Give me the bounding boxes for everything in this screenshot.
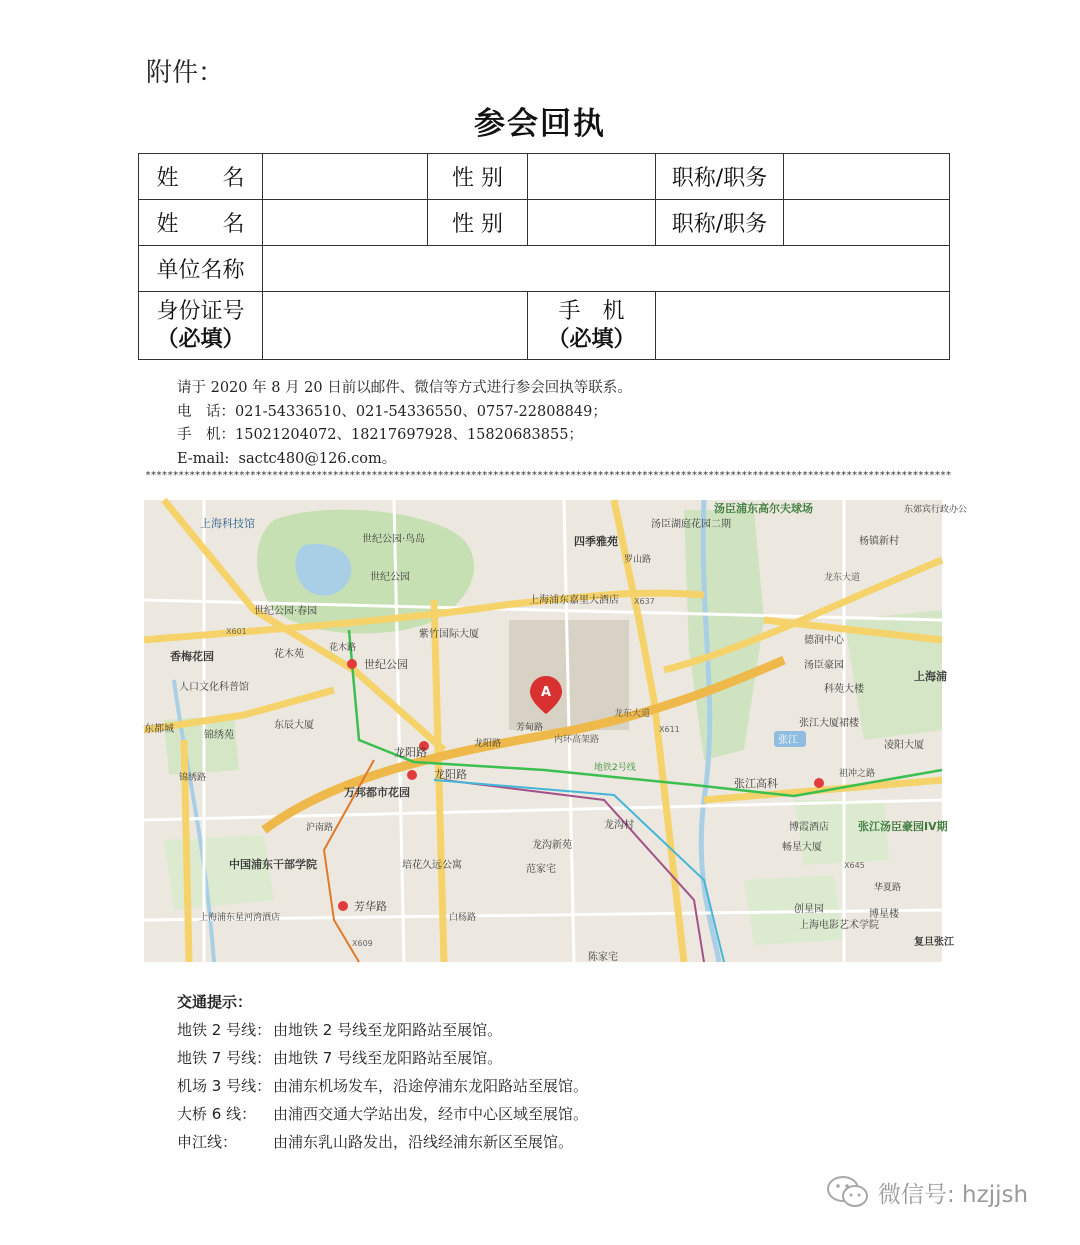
map-label: 杨镇新村: [859, 536, 899, 547]
map-label: 上海浦: [914, 670, 947, 683]
wechat-icon: [826, 1175, 870, 1209]
map-label: 香梅花园: [170, 650, 214, 663]
registration-form-table: [138, 153, 950, 360]
map-label: 博霞酒店: [789, 822, 829, 833]
map-label: 张江高科: [734, 777, 778, 790]
id-label-cell: [139, 292, 263, 360]
map-label: 龙东大道: [614, 709, 651, 719]
transport-line: 地铁 7 号线：: [177, 1049, 272, 1067]
map-label: 中国浦东干部学院: [229, 858, 317, 871]
map-label: 上海电影艺术学院: [799, 920, 879, 931]
map-label: X611: [659, 725, 680, 734]
map-label: 世纪公园·春园: [254, 606, 318, 617]
map-label: 科苑大楼: [824, 684, 864, 695]
mobile-label-cell: [528, 292, 656, 360]
map-label: 凌阳大厦: [884, 740, 924, 751]
title-input-1[interactable]: [784, 154, 950, 200]
map-label: 上海浦东星河湾酒店: [199, 913, 281, 923]
title-label-1: 职称/职务: [656, 154, 784, 200]
transport-desc: 由浦西交通大学站出发，经市中心区域至展馆。: [273, 1105, 589, 1123]
map-label: 上海科技馆: [200, 517, 255, 530]
map-label: 世纪公园: [364, 658, 408, 671]
gender-label-2: 性 别: [428, 200, 528, 246]
map-label: 花木路: [329, 643, 357, 653]
phone-note: 电 话：021-54336510、021-54336550、0757-22808849；: [177, 403, 607, 420]
title-input-2[interactable]: [784, 200, 950, 246]
name-input-1[interactable]: [263, 154, 428, 200]
gender-input-2[interactable]: [528, 200, 656, 246]
map-label: 白杨路: [449, 913, 477, 923]
name-label-1: 姓 名: [139, 154, 263, 200]
mobile-required-note: （必填）: [547, 326, 636, 352]
watermark-text: 微信号: hzjjsh: [878, 1181, 1029, 1208]
transport-heading: 交通提示：: [177, 993, 253, 1011]
map-label: 龙阳路: [474, 739, 502, 749]
map-label: 张江汤臣豪园IV期: [858, 820, 948, 833]
transport-line: 大桥 6 线：: [177, 1105, 257, 1123]
deadline-note: 请于 2020 年 8 月 20 日前以邮件、微信等方式进行参会回执等联系。: [177, 380, 632, 396]
map-label: 复旦张江: [914, 937, 954, 948]
page-title: 参会回执: [474, 106, 606, 142]
map-label: 东辰大厦: [274, 720, 314, 731]
map-label: 汤臣湖庭花园二期: [651, 519, 731, 530]
map-label: 东郊宾行政办公: [904, 505, 968, 515]
map-label: X637: [634, 597, 655, 606]
name-label-2: 姓 名: [139, 200, 263, 246]
map-label: 张江大厦裙楼: [799, 718, 859, 729]
marker-letter: A: [540, 685, 552, 700]
transport-line: 机场 3 号线：: [177, 1077, 272, 1095]
map-label: X601: [226, 627, 247, 636]
gender-input-1[interactable]: [528, 154, 656, 200]
map-label: 锦绣苑: [204, 730, 234, 741]
map-label: 培花久远公寓: [402, 860, 462, 871]
map-label: 世纪公园·鸟岛: [362, 534, 426, 545]
map-label: X645: [844, 861, 865, 870]
contact-notes: [177, 377, 632, 471]
transport-desc: 由地铁 7 号线至龙阳路站至展馆。: [273, 1049, 503, 1067]
map-label: 花木苑: [274, 649, 304, 660]
map-label: 陈家宅: [588, 952, 618, 963]
map-label: 罗山路: [624, 555, 652, 565]
map-label: 汤臣豪园: [804, 660, 844, 671]
map-label: 范家宅: [526, 864, 556, 875]
id-input[interactable]: [263, 292, 528, 360]
transport-item: [177, 1128, 588, 1156]
map-label: 博星楼: [869, 909, 899, 920]
map-label: 华夏路: [874, 883, 902, 893]
transport-line: 申江线：: [177, 1133, 238, 1151]
separator-line: **************************************************************************************************************************************************: [145, 470, 951, 481]
map-label: 锦绣路: [179, 773, 207, 783]
map-label: 汤臣浦东高尔夫球场: [714, 502, 813, 515]
map-label: 祖冲之路: [839, 769, 876, 779]
attachment-label: 附件：: [146, 58, 225, 88]
map-label: 沪南路: [306, 823, 334, 833]
map-label: 芳甸路: [516, 723, 544, 733]
map-label: 地铁2号线: [594, 763, 636, 773]
map-label: 四季雅苑: [574, 535, 618, 548]
map-label: 创星园: [794, 904, 824, 915]
id-required-note: （必填）: [156, 326, 245, 352]
name-input-2[interactable]: [263, 200, 428, 246]
transport-tips: [177, 988, 588, 1156]
map-label: 龙沟村: [604, 820, 634, 831]
map-label: 龙阳路: [394, 746, 427, 759]
transport-item: [177, 1016, 588, 1044]
mobile-input[interactable]: [656, 292, 950, 360]
transport-item: [177, 1044, 588, 1072]
org-input[interactable]: [263, 246, 950, 292]
title-label-2: 职称/职务: [656, 200, 784, 246]
org-label: 单位名称: [139, 246, 263, 292]
email-note: E-mail: sactc480@126.com。: [177, 450, 397, 467]
map-label: 龙沟新苑: [532, 840, 572, 851]
map-label: 万邦都市花园: [344, 786, 410, 799]
map-label: 内环高架路: [554, 735, 600, 745]
map-label: 龙阳路: [434, 768, 467, 781]
transport-item: [177, 1072, 588, 1100]
map-label: 畅星大厦: [782, 842, 822, 853]
transport-item: [177, 1100, 588, 1128]
map-label: 芳华路: [354, 900, 387, 913]
transport-line: 地铁 2 号线：: [177, 1021, 272, 1039]
gender-label-1: 性 别: [428, 154, 528, 200]
transport-desc: 由浦东乳山路发出，沿线经浦东新区至展馆。: [273, 1133, 574, 1151]
map-label: 张江: [778, 735, 798, 746]
map-label: 世纪公园: [370, 572, 410, 583]
map-label: 东都城: [144, 724, 174, 735]
wechat-watermark: [826, 1175, 1028, 1209]
map-label: 上海浦东嘉里大酒店: [529, 595, 619, 606]
id-label: 身份证号: [156, 298, 245, 324]
map-label: X609: [352, 939, 373, 948]
mobile-label: 手 机: [558, 298, 625, 324]
venue-map[interactable]: [144, 500, 968, 963]
map-label: 人口文化科普馆: [179, 682, 249, 693]
mobile-note: 手 机：15021204072、18217697928、15820683855；: [177, 427, 583, 443]
map-label: 紫竹国际大厦: [419, 629, 479, 640]
map-label: 德润中心: [804, 635, 844, 646]
transport-desc: 由地铁 2 号线至龙阳路站至展馆。: [273, 1021, 503, 1039]
transport-desc: 由浦东机场发车，沿途停浦东龙阳路站至展馆。: [273, 1077, 589, 1095]
map-label: 龙东大道: [824, 573, 861, 583]
